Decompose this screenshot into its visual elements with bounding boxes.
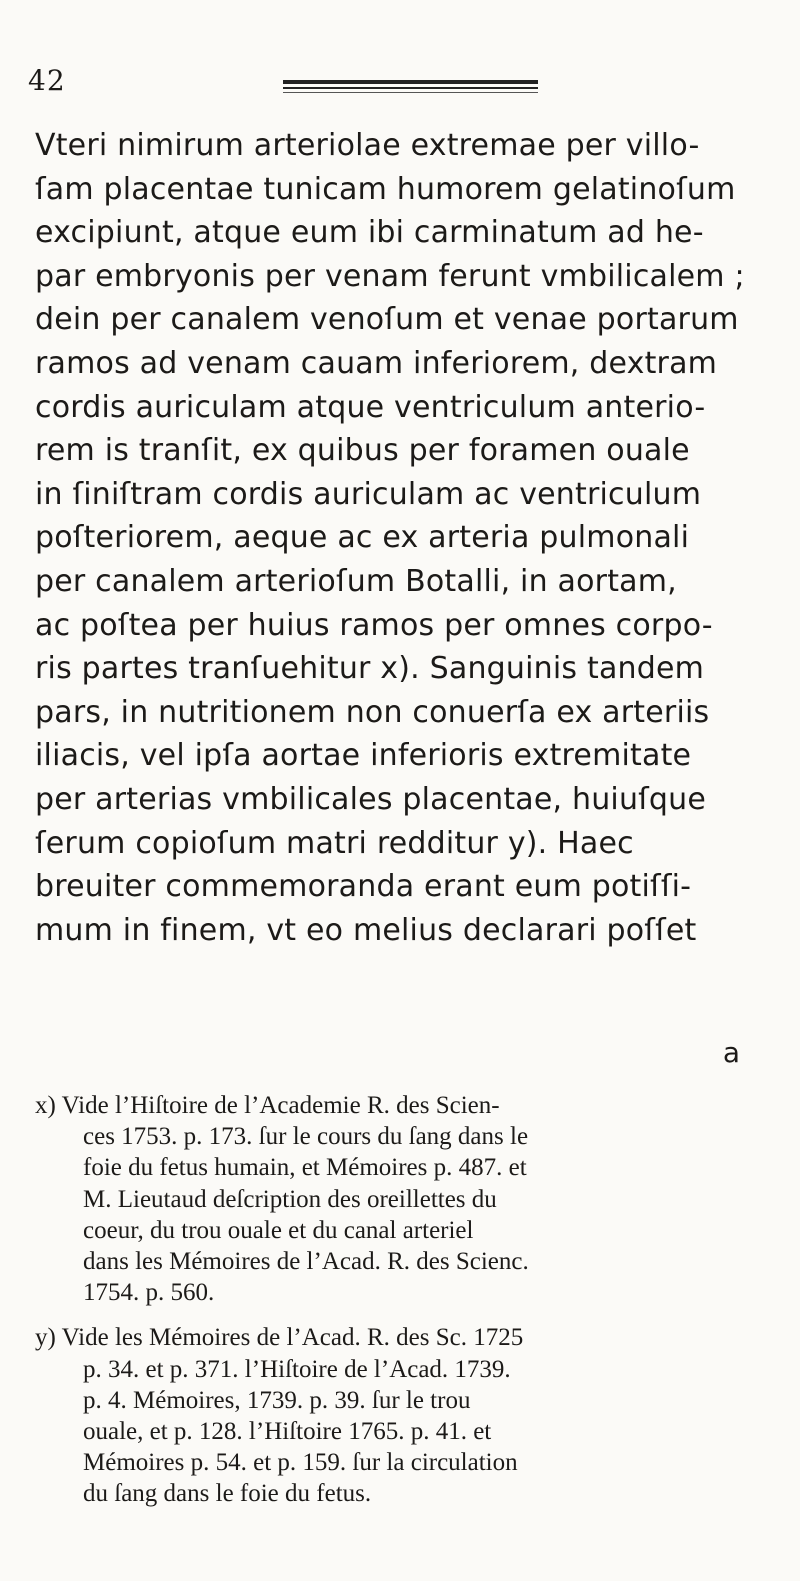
catchword: a [722,1036,740,1069]
text-line: dein per canalem venoſum et venae portarum [35,302,739,338]
footnote-line: p. 34. et p. 371. l’Hiſtoire de l’Acad. 1739. [83,1355,511,1383]
footnotes [35,1090,780,1510]
text-line: ac poſtea per huius ramos per omnes corpo- [35,607,713,643]
text-line: Vteri nimirum arteriolae extremae per villo- [35,128,700,163]
footnote [35,1090,780,1308]
text-line: par embryonis per venam ferunt vmbilicalem ; [35,258,745,294]
text-line: ramos ad venam cauam inferiorem, dextram [35,345,718,381]
footnote-line: coeur, du trou ouale et du canal arteriel [83,1216,474,1244]
footnote-line: du ſang dans le foie du fetus. [83,1480,372,1508]
footnote-line: ouale, et p. 128. l’Hiſtoire 1765. p. 41. et [83,1418,492,1446]
text-line: ris partes tranſuehitur x). Sanguinis tandem [35,651,705,687]
footnote-line: y) Vide les Mémoires de l’Acad. R. des Sc. 1725 [35,1324,524,1352]
footnote [35,1322,780,1509]
footnote-line: p. 4. Mémoires, 1739. p. 39. ſur le trou [83,1386,471,1414]
text-line: mum in finem, vt eo melius declarari poſſet [35,912,697,948]
footnote-line: foie du fetus humain, et Mémoires p. 487. et [83,1154,527,1182]
text-line: poſteriorem, aeque ac ex arteria pulmonali [35,520,690,556]
footnote-line: dans les Mémoires de l’Acad. R. des Scienc. [83,1248,529,1276]
footnote-line: ces 1753. p. 173. ſur le cours du ſang dans le [83,1123,529,1151]
footnote-line: M. Lieutaud deſcription des oreillettes du [83,1185,497,1213]
text-line: pars, in nutritionem non conuerſa ex arteriis [35,694,710,730]
footnote-line: 1754. p. 560. [83,1279,215,1307]
text-line: ſam placentae tunicam humorem gelatinoſum [35,171,736,207]
text-line: per arterias vmbilicales placentae, huiuſque [35,781,707,817]
footnote-line: x) Vide l’Hiſtoire de l’Academie R. des Scien- [35,1092,500,1119]
text-line: breuiter commemoranda erant eum potiſſi- [35,869,692,905]
page-number: 42 [28,64,66,97]
footnote-line: Mémoires p. 54. et p. 159. ſur la circulation [83,1449,518,1477]
text-line: ſerum copioſum matri redditur y). Haec [35,825,634,861]
text-line: excipiunt, atque eum ibi carminatum ad he- [35,215,704,251]
text-line: per canalem arterioſum Botalli, in aortam, [35,563,677,599]
ornamental-rule [283,80,538,96]
text-line: rem is tranſit, ex quibus per foramen ouale [35,433,690,469]
text-line: cordis auriculam atque ventriculum anterio- [35,389,706,425]
body-paragraph [35,124,780,952]
text-line: in ſiniſtram cordis auriculam ac ventriculum [35,476,702,512]
text-line: iliacis, vel ipſa aortae inferioris extremitate [35,738,692,774]
